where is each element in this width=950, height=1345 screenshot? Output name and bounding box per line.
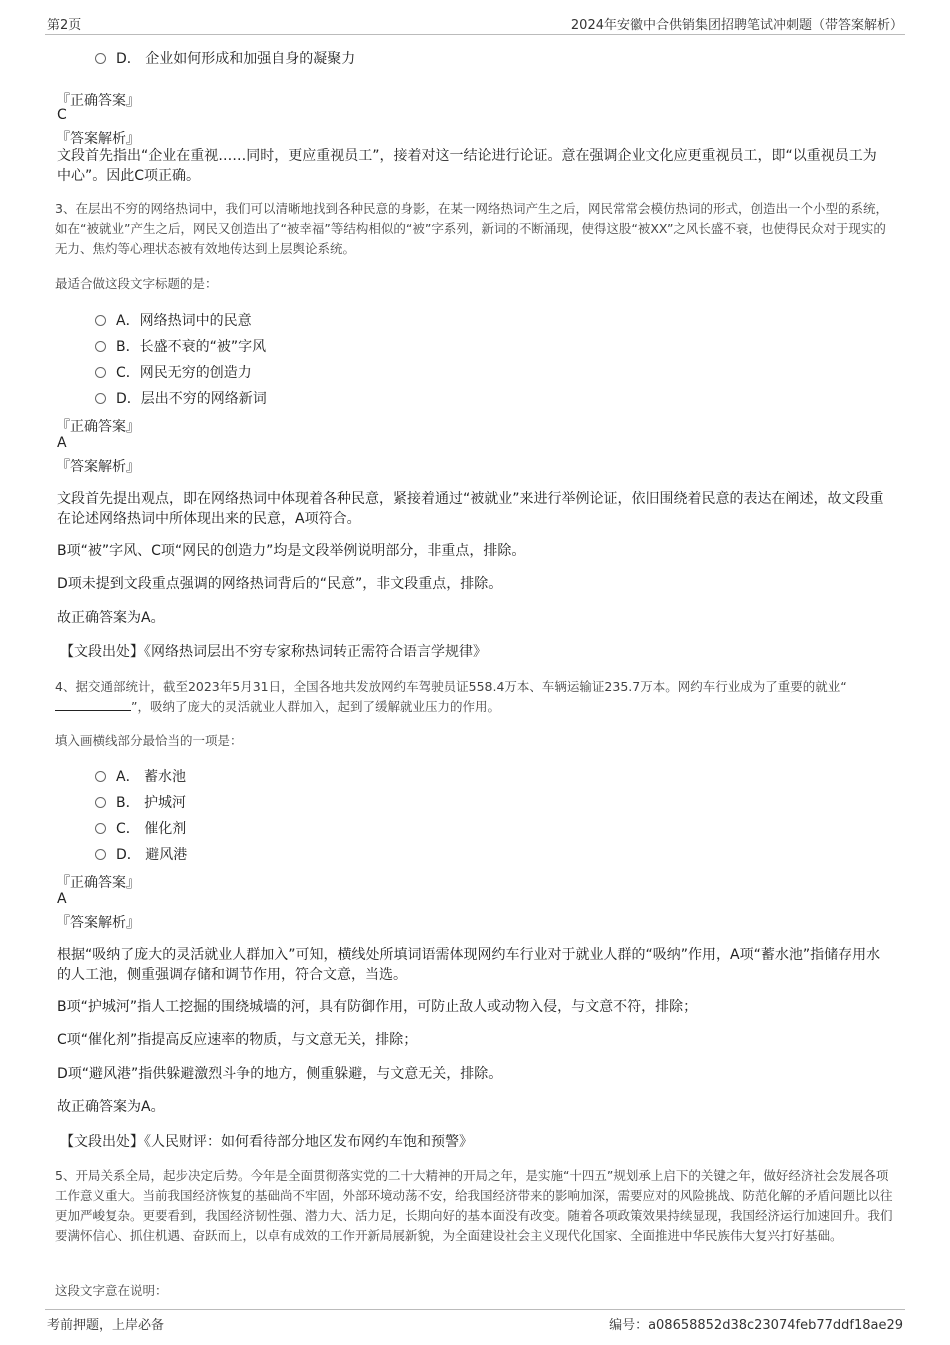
q3-analysis-p2: B项“被”字风、C项“网民的创造力”均是文段举例说明部分，非重点，排除。 [57, 543, 526, 559]
radio-icon[interactable] [95, 823, 106, 834]
q3-correct-label: 『正确答案』 [56, 419, 140, 435]
q3-analysis-label: 『答案解析』 [56, 459, 140, 475]
q4-option-a[interactable]: A． 蓄水池 [95, 766, 186, 786]
page-footer [45, 1309, 905, 1334]
q4-option-b[interactable]: B． 护城河 [95, 792, 186, 812]
q2-answer: C [57, 107, 67, 123]
q3-option-b[interactable]: B．长盛不衰的“被”字风 [95, 336, 266, 356]
q2-analysis-label: 『答案解析』 [56, 131, 140, 147]
q3-stem: 3、在层出不穷的网络热词中，我们可以清晰地找到各种民意的身影，在某一网络热词产生之后，网民常常会模仿热词的形式，创造出一个小型的系统，如在“被就业”产生之后，网民又创造出了“被幸福”等结构相似的“被”字系列，新词的不断涌现，使得这股“被XX”之风长盛不衰，也使得民众对于现实的无力、焦灼等心理状态被有效地传达到上层舆论系统。 [55, 201, 888, 256]
q2-correct-label: 『正确答案』 [56, 93, 140, 109]
q4-analysis-p3: C项“催化剂”指提高反应速率的物质，与文意无关，排除； [57, 1032, 418, 1048]
radio-icon[interactable] [95, 341, 106, 352]
q3-option-c[interactable]: C．网民无穷的创造力 [95, 362, 252, 382]
footer-slogan: 考前押题，上岸必备 [47, 1318, 165, 1333]
document-title: 2024年安徽中合供销集团招聘笔试冲刺题（带答案解析） [570, 18, 903, 33]
q3-answer: A [57, 435, 67, 451]
page-number: 第2页 [47, 18, 82, 33]
q5-stem: 5、开局关系全局，起步决定后势。今年是全面贯彻落实党的二十大精神的开局之年，是实施“十四五”规划承上启下的关键之年，做好经济社会发展各项工作意义重大。当前我国经济恢复的基础尚不牢固，外部环境动荡不安，给我国经济带来的影响加深，需要应对的风险挑战、防范化解的矛盾问题比以往更加严峻复杂。更要看到，我国经济韧性强、潜力大、活力足，长期向好的基本面没有改变。随着各项政策效果持续显现，我国经济运行加速回升。我们要满怀信心、抓住机遇、奋跃而上，以卓有成效的工作开新局展新貌，为全面建设社会主义现代化国家、全面推进中华民族伟大复兴打好基础。 [55, 1168, 893, 1243]
radio-icon[interactable] [95, 797, 106, 808]
q3-source: 【文段出处】《网络热词层出不穷专家称热词转正需符合语言学规律》 [60, 644, 487, 660]
radio-icon[interactable] [95, 367, 106, 378]
q4-prompt: 填入画横线部分最恰当的一项是： [55, 733, 243, 748]
q4-analysis-p1: 根据“吸纳了庞大的灵活就业人群加入”可知，横线处所填词语需体现网约车行业对于就业人群的“吸纳”作用，A项“蓄水池”指储存用水的人工池，侧重强调存储和调节作用，符合文意，当选。 [57, 947, 881, 983]
q5-prompt: 这段文字意在说明： [55, 1283, 168, 1298]
q4-correct-label: 『正确答案』 [56, 875, 140, 891]
q4-option-d[interactable]: D． 避风港 [95, 844, 187, 864]
q2-option-d[interactable]: D． 企业如何形成和加强自身的凝聚力 [95, 48, 355, 68]
radio-icon[interactable] [95, 393, 106, 404]
radio-icon[interactable] [95, 53, 106, 64]
q3-analysis-p3: D项未提到文段重点强调的网络热词背后的“民意”，非文段重点，排除。 [57, 576, 503, 592]
q4-analysis-label: 『答案解析』 [56, 915, 140, 931]
q2-analysis: 文段首先指出“企业在重视……同时，更应重视员工”，接着对这一结论进行论证。意在强调企业文化应更重视员工，即“以重视员工为中心”。因此C项正确。 [57, 148, 877, 184]
radio-icon[interactable] [95, 771, 106, 782]
footer-serial: 编号：a08658852d38c23074feb77ddf18ae29 [609, 1318, 903, 1333]
fill-blank [55, 698, 131, 711]
q3-prompt: 最适合做这段文字标题的是： [55, 276, 218, 291]
radio-icon[interactable] [95, 849, 106, 860]
q3-analysis-p1: 文段首先提出观点，即在网络热词中体现着各种民意，紧接着通过“被就业”来进行举例论证，依旧围绕着民意的表达在阐述，故文段重在论述网络热词中所体现出来的民意，A项符合。 [57, 491, 884, 527]
q4-analysis-p5: 故正确答案为A。 [57, 1099, 165, 1115]
page-header [45, 14, 905, 35]
q4-answer: A [57, 891, 67, 907]
q4-source: 【文段出处】《人民财评：如何看待部分地区发布网约车饱和预警》 [60, 1134, 473, 1150]
q4-stem: 4、据交通部统计，截至2023年5月31日，全国各地共发放网约车驾驶员证558.4万本、车辆运输证235.7万本。网约车行业成为了重要的就业“”，吸纳了庞大的灵活就业人群加入，起到了缓解就业压力的作用。 [55, 679, 847, 714]
q4-analysis-p4: D项“避风港”指供躲避激烈斗争的地方，侧重躲避，与文意无关，排除。 [57, 1066, 503, 1082]
q3-option-a[interactable]: A．网络热词中的民意 [95, 310, 252, 330]
q4-option-c[interactable]: C． 催化剂 [95, 818, 186, 838]
q3-option-d[interactable]: D．层出不穷的网络新词 [95, 388, 267, 408]
radio-icon[interactable] [95, 315, 106, 326]
q3-analysis-p4: 故正确答案为A。 [57, 610, 165, 626]
q4-analysis-p2: B项“护城河”指人工挖掘的围绕城墙的河，具有防御作用，可防止敌人或动物入侵，与文意不符，排除； [57, 999, 698, 1015]
